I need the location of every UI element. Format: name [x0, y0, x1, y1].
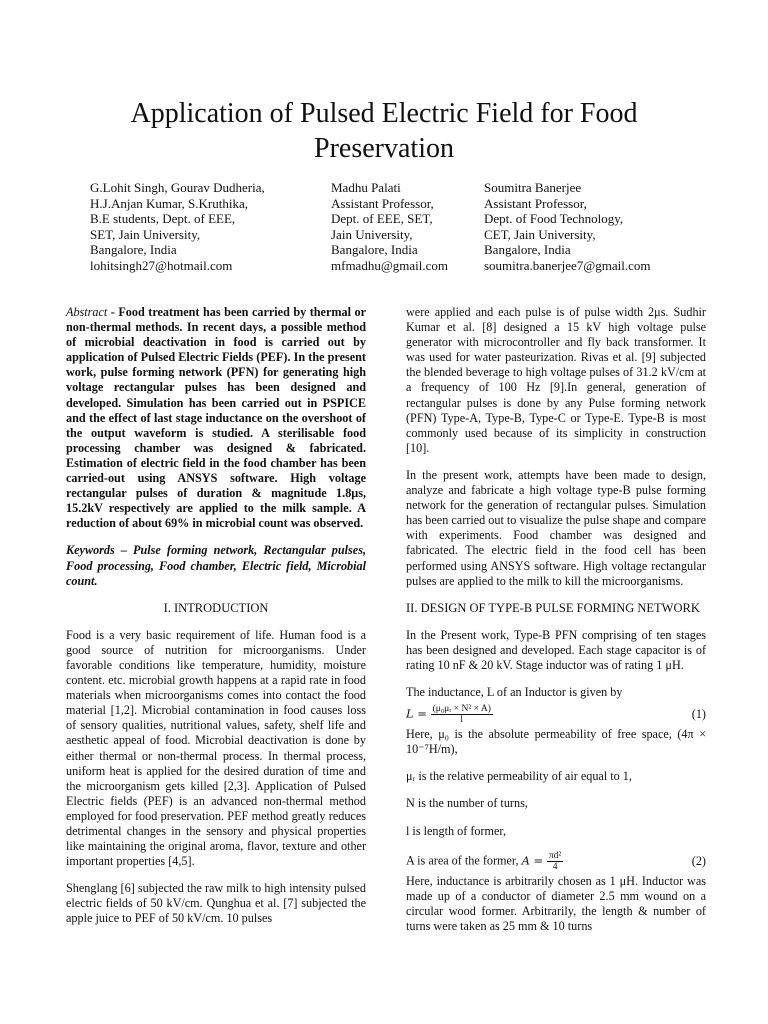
equation-1-numerator: (μ₀μᵣ × N² × A): [432, 704, 491, 715]
n-definition: N is the number of turns,: [406, 796, 528, 811]
author-line: Madhu Palati: [331, 180, 401, 195]
author-line: CET, Jain University,: [484, 226, 596, 242]
equation-2-numerator: πd²: [548, 850, 562, 861]
author-line: Dept. of EEE, SET,: [331, 211, 433, 227]
author-line: Jain University,: [331, 226, 413, 242]
equation-2: [406, 851, 706, 872]
l-definition: l is length of former,: [406, 823, 507, 838]
abstract: [66, 305, 366, 531]
intro-paragraph-1: Food is a very basic requirement of life. Human food is a good source of nutrition for microorganisms. Under favorable conditions like temperature, humidity, moisture content. etc. microbial growth happens at a rapid rate in food materials when microorganisms comes into contact the food material [1,2]. Microbial contamination in food causes loss of sensory qualities, nutritional values, safety, shelf life and aesthetic appeal of food. Microbial deactivation is done by either thermal or non-thermal process. In thermal process, uniform heat is applied for the desired duration of time and the microorganism gets killed [2,3]. Application of Pulsed Electric fields (PEF) is an advanced non-thermal method employed for food preservation. PEF method greatly reduces detrimental changes in the sensory and physical properties like maintaining the original aroma, flavor, texture and other important properties [4,5].: [66, 627, 366, 869]
inductance-intro: The inductance, L of an Inductor is given by: [406, 685, 623, 700]
author-block-banerjee: [484, 180, 650, 274]
section-heading-introduction: I. INTRODUCTION: [163, 600, 269, 615]
author-line: Bangalore, India: [90, 242, 177, 258]
author-line: Assistant Professor,: [484, 195, 587, 211]
author-line: SET, Jain University,: [90, 226, 201, 242]
equation-1-denominator: l: [460, 715, 464, 726]
abstract-text: - Food treatment has been carried by thermal or non-thermal methods. In recent days, a possible method of microbial deactivation in food is carried out by application of Pulsed Electric Fields (PEF). In the present work, pulse forming network (PFN) for generating high voltage rectangular pulses has been designed and developed. Simulation has been carried out in PSPICE and the effect of last stage inductance on the overshoot of the output waveform is studied. A sterilisable food processing chamber was designed & fabricated. Estimation of electric field in the food chamber has been carried-out using ANSYS software. High voltage rectangular pulses of duration & magnitude 1.8μs, 15.2kV respectively are applied to the milk sample. A reduction of about 69% in microbial count was observed.: [66, 305, 366, 531]
author-block-students: [90, 180, 265, 274]
equation-1-number: (1): [691, 707, 706, 722]
mur-definition: μᵣ is the relative permeability of air equal to 1,: [406, 769, 632, 784]
author-block-palati: [331, 180, 448, 274]
right-paragraph-1: were applied and each pulse is of pulse width 2μs. Sudhir Kumar et al. [8] designed a 15 kV high voltage pulse generator with microcontroller and fly back transformer. It was used for water pasteurization. Rivas et al. [9] subjected the blended beverage to high voltage pulses of 31.2 kV/cm at a frequency of 100 Hz [9].In general, generation of rectangular pulses is done by any Pulse forming network (PFN) Type-A, Type-B, Type-C or Type-E. Type-B is most commonly used because of its simplicity in construction [10].: [406, 305, 706, 455]
author-line: H.J.Anjan Kumar, S.Kruthika,: [90, 195, 248, 211]
intro-paragraph-2: Shenglang [6] subjected the raw milk to high intensity pulsed electric fields of 50 kV/cm. Qunghua et al. [7] subjected the apple juice to PEF of 50 kV/cm. 10 pulses: [66, 881, 366, 926]
mu0-definition: Here, μ₀ is the absolute permeability of free space, (4π × 10⁻⁷H/m),: [406, 727, 706, 757]
right-column: [406, 305, 706, 946]
abstract-label: Abstract: [66, 305, 108, 319]
inductor-paragraph: Here, inductance is arbitrarily chosen as 1 μH. Inductor was made up of a conductor of diameter 2.5 mm wound on a circular wood former. Arbitrarily, the length & number of turns were taken as 25 mm & 10 turns: [406, 873, 706, 933]
left-column: [66, 305, 366, 939]
author-email: lohitsingh27@hotmail.com: [90, 257, 233, 273]
author-email: soumitra.banerjee7@gmail.com: [484, 257, 651, 273]
equation-1-lhs: L =: [406, 706, 431, 721]
design-paragraph: In the Present work, Type-B PFN comprising of ten stages has been designed and developed. Each stage capacitor is of rating 10 nF & 20 kV. Stage inductor was of rating 1 μH.: [406, 627, 706, 672]
equation-2-fraction: [547, 851, 563, 872]
author-line: Soumitra Banerjee: [484, 180, 582, 195]
author-line: Bangalore, India: [484, 242, 571, 258]
paper-title: Application of Pulsed Electric Field for Food Preservation: [130, 98, 638, 164]
equation-2-number: (2): [691, 853, 706, 868]
equation-2-denominator: 4: [552, 861, 558, 872]
equation-1-fraction: [431, 704, 493, 725]
author-line: Assistant Professor,: [331, 195, 434, 211]
author-email: mfmadhu@gmail.com: [331, 257, 449, 273]
equation-2-lhs: A =: [521, 852, 547, 867]
equation-1: [406, 704, 706, 725]
author-line: G.Lohit Singh, Gourav Dudheria,: [90, 180, 265, 195]
section-heading-design: II. DESIGN OF TYPE-B PULSE FORMING NETWORK: [406, 600, 700, 615]
author-line: B.E students, Dept. of EEE,: [90, 211, 236, 227]
keywords: Keywords – Pulse forming network, Rectangular pulses, Food processing, Food chamber, Electric field, Microbial count.: [66, 543, 366, 588]
author-line: Bangalore, India: [331, 242, 418, 258]
author-line: Dept. of Food Technology,: [484, 211, 624, 227]
area-definition: A is area of the former,: [406, 852, 522, 867]
right-paragraph-2: In the present work, attempts have been made to design, analyze and fabricate a high voltage type-B pulse forming network for the generation of rectangular pulses. Simulation has been carried out to visualize the pulse shape and compare with experiments. Food chamber was designed and fabricated. The electric field in the food cell has been performed using ANSYS software. High voltage rectangular pulses are applied to the milk to kill the microorganisms.: [406, 467, 706, 588]
